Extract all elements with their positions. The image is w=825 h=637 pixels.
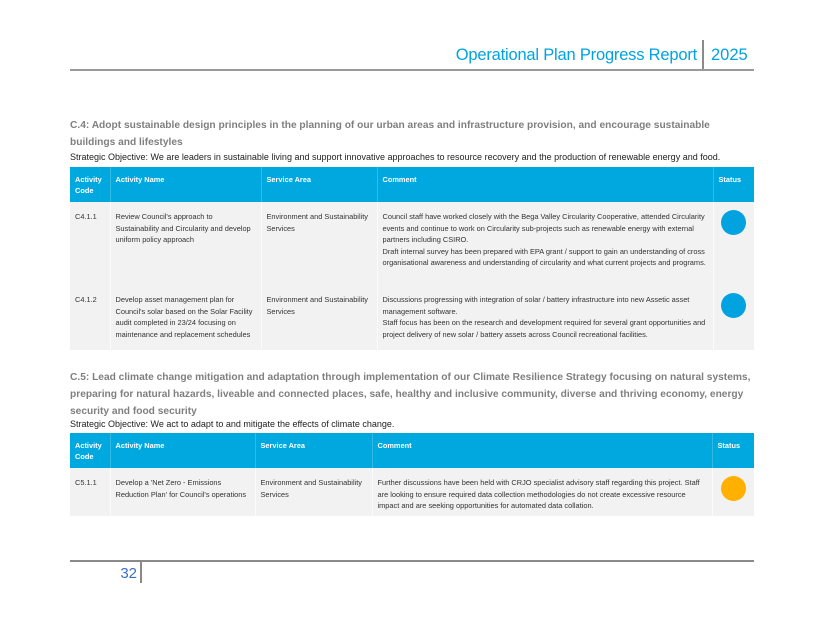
header-divider: [702, 40, 704, 70]
report-year: 2025: [711, 46, 748, 64]
activity-comment: [377, 202, 713, 285]
col-header-service: Service Area: [255, 433, 372, 468]
comment-line: Draft internal survey has been prepared with EPA grant / support to gain an understanding of cross organisational awareness and understanding of circularity and what current projects and programs.: [382, 246, 706, 268]
activity-name: Develop asset management plan for Council's solar based on the Solar Facility audit completed in 23/24 focusing on maintenance and replacement schedules: [110, 285, 261, 350]
col-header-comment: Comment: [377, 167, 713, 202]
status-cell: [713, 202, 754, 285]
col-header-name: Activity Name: [110, 167, 261, 202]
activity-code: C4.1.2: [70, 285, 110, 350]
section-c4-title: C.4: Adopt sustainable design principles in the planning of our urban areas and infrastructure provision, and encourage sustainable buildings and lifestyles: [70, 120, 710, 148]
status-dot-blue-icon: [721, 293, 746, 318]
activity-code: C4.1.1: [70, 202, 110, 285]
status-dot-blue-icon: [721, 210, 746, 235]
footer-rule: [70, 560, 754, 562]
footer-divider: [140, 562, 142, 583]
service-area: Environment and Sustainability Services: [261, 202, 377, 285]
col-header-comment: Comment: [372, 433, 712, 468]
table-header-row: [70, 433, 754, 468]
activity-name: Review Council's approach to Sustainability and Circularity and develop uniform policy approach: [110, 202, 261, 285]
activity-name: Develop a 'Net Zero - Emissions Reduction Plan' for Council's operations: [110, 468, 255, 516]
status-dot-amber-icon: [721, 476, 746, 501]
activity-code: C5.1.1: [70, 468, 110, 516]
table-header-row: [70, 167, 754, 202]
comment-line: Discussions progressing with integration of solar / battery infrastructure into new Assetic asset management software.: [382, 295, 690, 316]
status-cell: [712, 468, 754, 516]
header-rule: [70, 69, 754, 71]
comment-line: Staff focus has been on the research and development required for several grant opportunities and project delivery of new solar / battery assets across Council recreational facilities.: [382, 318, 706, 339]
activity-comment: [377, 285, 713, 350]
table-row: [70, 468, 754, 516]
col-header-name: Activity Name: [110, 433, 255, 468]
service-area: Environment and Sustainability Services: [255, 468, 372, 516]
col-header-status: Status: [713, 167, 754, 202]
col-header-service: Service Area: [261, 167, 377, 202]
table-row: [70, 285, 754, 350]
activity-table-c4: [70, 167, 754, 350]
comment-line: Council staff have worked closely with the Bega Valley Circularity Cooperative, attended Circularity events and continue to work on Circularity sub-projects such as renewable energy with external partners including CSIRO.: [382, 212, 705, 245]
section-c4-objective: Strategic Objective: We are leaders in sustainable living and support innovative approaches to resource recovery and the production of renewable energy and food.: [70, 152, 721, 162]
section-c5-objective: Strategic Objective: We act to adapt to and mitigate the effects of climate change.: [70, 419, 395, 429]
table-row: [70, 202, 754, 285]
activity-table-c5: [70, 433, 754, 516]
page-number: 32: [120, 565, 137, 582]
report-title: Operational Plan Progress Report: [455, 46, 697, 64]
comment-line: Further discussions have been held with CRJO specialist advisory staff regarding this project. Staff are looking to ensure required data collection methodologies do not create excessive resource impact and are seeking opportunities for automated data collation.: [377, 478, 700, 511]
service-area: Environment and Sustainability Services: [261, 285, 377, 350]
col-header-code: Activity Code: [70, 433, 110, 468]
col-header-status: Status: [712, 433, 754, 468]
section-c5-title: C.5: Lead climate change mitigation and adaptation through implementation of our Climate Resilience Strategy focusing on natural systems, preparing for natural hazards, liveable and connected places, safe, healthy and inclusive community, diverse and thriving economy, energy security and food security: [70, 372, 751, 417]
col-header-code: Activity Code: [70, 167, 110, 202]
status-cell: [713, 285, 754, 350]
activity-comment: [372, 468, 712, 516]
